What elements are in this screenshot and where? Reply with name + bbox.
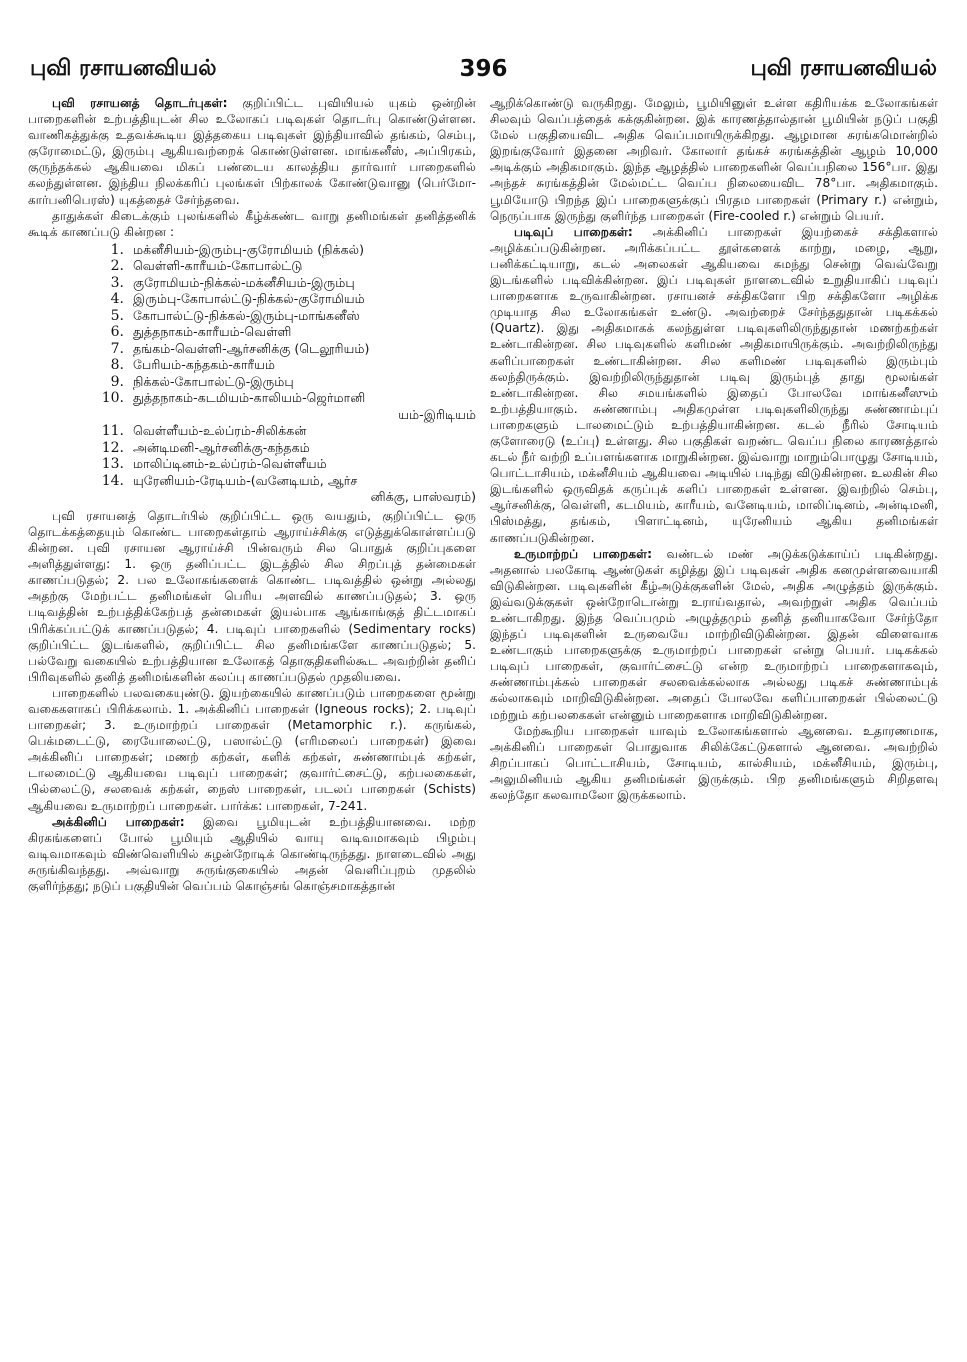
list-text: வெள்ளி-காரீயம்-கோபால்ட்டு bbox=[133, 258, 303, 274]
section-heading: படிவுப் பாறைகள்: bbox=[514, 224, 633, 239]
list-text: துத்தநாகம்-கடமியம்-காலியம்-ஜெர்மானி bbox=[133, 390, 366, 406]
list-number: 5. bbox=[110, 307, 124, 324]
page-header bbox=[30, 56, 937, 90]
list-number: 1. bbox=[110, 241, 124, 258]
list-text: மாலிப்டினம்-உல்ப்ரம்-வெள்ளீயம் bbox=[133, 456, 327, 472]
list-item bbox=[28, 308, 476, 325]
section-heading: உருமாற்றப் பாறைகள்: bbox=[514, 546, 652, 561]
list-text: அன்டிமனி-ஆர்சனிக்கு-கந்தகம் bbox=[133, 439, 310, 455]
list-item bbox=[28, 374, 476, 391]
paragraph-text: வண்டல் மண் அடுக்கடுக்காய்ப் படிகின்றது. அதனால் பலகோடி ஆண்டுகள் கழித்து இப் படிவுகள் அதிக கனமுள்ளவையாகி விடுகின்றன. படிவுகளின் கீழ்அடுக்குகளின் மேல், அதிக அழுத்தம் இருக்கும். இவ்வடுக்குகள் ஒன்றோடொன்று உராய்வதால், அவற்றுள் அதிக வெப்பம் உண்டாகிறது. இந்த வெப்பமும் அழுத்தமும் தனித் தனியாகவோ சேர்ந்தோ இந்தப் படிவுகளின் உருவையே மாற்றிவிடுகின்றன. இதன் விளைவாக உண்டாகும் பாறைகளுக்கு உருமாற்றப் பாறைகள் என்று பெயர். படிகக்கல் படிவுப் பாறைகள், குவார்ட்சைட்டு என்ற உருமாற்றப் பாறைகளாகவும், சுண்ணாம்புக்கல் பாறைகள் சலவைக்கல்லாக அல்லது படிகச் சுண்ணாம்புக் கல்லாகவும் மாறிவிடுகின்றன. அதைப் போலவே களிப்பாறைகள் பில்லைட்டு மற்றும் கற்பலகைகள் என்னும் பாறைகளாக மாறிவிடுகின்றன. bbox=[490, 546, 938, 722]
list-item bbox=[28, 341, 476, 358]
list-number: 14. bbox=[101, 472, 124, 489]
list-text: நிக்கல்-கோபால்ட்டு-இரும்பு bbox=[133, 373, 294, 389]
list-text: துத்தநாகம்-காரீயம்-வெள்ளி bbox=[133, 324, 292, 340]
list-item bbox=[28, 440, 476, 457]
list-number: 4. bbox=[110, 291, 124, 308]
paragraph-rock-types: பாறைகளில் பலவகையுண்டு. இயற்கையில் காணப்படும் பாறைகளை மூன்று வகைகளாகப் பிரிக்கலாம். 1. அக்கினிப் பாறைகள் (Igneous rocks); 2. படிவுப் பாறைகள்; 3. உருமாற்றப் பாறைகள் (Metamorphic r.). கருங்கல், பெக்மடைட்டு, ரையோலைட்டு, பஸால்ட்டு (எரிமலைப் பாறைகள்) இவை அக்கினிப் பாறைகள்; மணற் கற்கள், களிக் கற்கள், சுண்ணாம்புக் கற்கள், டாலமைட்டு ஆகியவை படிவுப் பாறைகள்; குவார்ட்சைட்டு, கற்பலகைகள், பில்லைட்டு, சலவைக் கற்கள், நைஸ் பாறைகள், படலப் பாறைகள் (Schists) ஆகியவை உருமாற்றப் பாறைகள். பார்க்க: பாறைகள், 7-241. bbox=[28, 685, 476, 813]
paragraph-rock-composition: மேற்கூறிய பாறைகள் யாவும் உலோகங்களால் ஆனவை. உதாரணமாக, அக்கினிப் பாறைகள் பொதுவாக சிலிக்கேட்டுகளால் ஆனவை. அவற்றில் சிறப்பாகப் பொட்டாசியம், சோடியம், கால்சியம், மக்னீசியம், இரும்பு, அலுமினியம் ஆகிய தனிமங்கள் இருக்கும். பிற தனிமங்களும் சிறிதளவு கலந்தோ கலவாமலோ இருக்கலாம். bbox=[490, 723, 938, 803]
list-text-continued: னிக்கு, பாஸ்வரம்) bbox=[370, 489, 476, 505]
list-item bbox=[28, 423, 476, 440]
list-number: 11. bbox=[101, 423, 124, 440]
list-text: இரும்பு-கோபால்ட்டு-நிக்கல்-குரோமியம் bbox=[133, 291, 365, 307]
paragraph-sedimentary-rocks bbox=[490, 224, 938, 546]
paragraph-continued: ஆறிக்கொண்டு வருகிறது. மேலும், பூமியினுள் உள்ள கதிரியக்க உலோகங்கள் சிலவும் வெப்பத்தைக் கக்குகின்றன. இக் காரணத்தால்தான் பூமியின் நடுப் பகுதி மேல் பகுதியைவிட அதிக வெப்பமாயிருக்கிறது. ஆழமான சுரங்கமொன்றில் இறங்குவோர் இதனை அறிவர். கோலார் தங்கச் சுரங்கத்தின் ஆழம் 10,000 அடிக்கும் அதிகமாகும். இந்த ஆழத்தில் பாறைகளின் வெப்பநிலை 156°பா. இது அந்தச் சுரங்கத்தின் மேல்மட்ட வெப்ப நிலையைவிட 78°பா. அதிகமாகும். பூமியோடு பிறந்த இப் பாறைகளுக்குப் பிரதம பாறைகள் (Primary r.) என்றும், நெருப்பாக இருந்து குளிர்ந்த பாறைகள் (Fire-cooled r.) என்றும் பெயர். bbox=[490, 96, 938, 223]
left-column bbox=[28, 95, 476, 894]
page-number: 396 bbox=[459, 56, 508, 82]
list-item bbox=[28, 473, 476, 506]
list-text: யுரேனியம்-ரேடியம்-(வனேடியம், ஆர்ச bbox=[133, 472, 358, 488]
right-column bbox=[490, 95, 938, 803]
list-text: குரோமியம்-நிக்கல்-மக்னீசியம்-இரும்பு bbox=[133, 274, 355, 290]
list-number: 9. bbox=[110, 373, 124, 390]
element-group-list bbox=[28, 242, 476, 506]
list-text: வெள்ளீயம்-உல்ப்ரம்-சிலிக்கன் bbox=[133, 423, 307, 439]
list-number: 6. bbox=[110, 324, 124, 341]
list-text-continued: யம்-இரிடியம் bbox=[398, 406, 476, 422]
list-item bbox=[28, 242, 476, 259]
section-heading: புவி ரசாயனத் தொடர்புகள்: bbox=[52, 96, 228, 110]
list-item bbox=[28, 324, 476, 341]
list-number: 2. bbox=[110, 258, 124, 275]
paragraph-geochemical-relations bbox=[28, 95, 476, 208]
list-number: 13. bbox=[101, 456, 124, 473]
list-number: 7. bbox=[110, 340, 124, 357]
list-text: தங்கம்-வெள்ளி-ஆர்சனிக்கு (டெலூரியம்) bbox=[133, 340, 370, 356]
list-item bbox=[28, 456, 476, 473]
paragraph-intro-list: தாதுக்கள் கிடைக்கும் புலங்களில் கீழ்க்கண்ட வாறு தனிமங்கள் தனித்தனிக் கூடிக் காணப்படு கின்றன : bbox=[28, 208, 476, 239]
list-item bbox=[28, 390, 476, 423]
paragraph-igneous-rocks bbox=[28, 814, 476, 894]
paragraph-geochemical-research: புவி ரசாயனத் தொடர்பில் குறிப்பிட்ட ஒரு வயதும், குறிப்பிட்ட ஒரு தொடக்கத்தையும் கொண்ட பாறைகள்தாம் ஆராய்ச்சிக்கு எடுத்துக்கொள்ளப்படு கின்றன. புவி ரசாயன ஆராய்ச்சி பின்வரும் சில பொதுக் குறிப்புகளை அளித்துள்ளது: 1. ஒரு தனிப்பட்ட இடத்தில் சில சிறப்புத் தன்மைகள் காணப்படுதல்; 2. பல உலோகங்களைக் கொண்ட படிவத்தில் ஒன்று அல்லது அதற்கு மேற்பட்ட தனிமங்கள் பெரிய அளவில் காணப்படுதல்; 3. ஒரு படிவத்தின் உற்பத்திக்கேற்பத் தன்மைகள் இயல்பாக ஆங்காங்குத் திட்டமாகப் பிரிக்கப்பட்டுக் காணப்படுதல்; 4. படிவுப் பாறைகளில் (Sedimentary rocks) குறிப்பிட்ட இடங்களில், குறிப்பிட்ட சில தனிமங்களே காணப்படுதல்; 5. பல்வேறு வகையில் உற்பத்தியான உலோகத் தொகுதிகளில்கூட அவற்றின் தனிப் பிரிவுகளில் தனித் தனிமங்களின் கலப்பு காணப்படுதல் முதலியவை. bbox=[28, 508, 476, 684]
list-number: 12. bbox=[101, 439, 124, 456]
section-heading: அக்கினிப் பாறைகள்: bbox=[52, 814, 185, 829]
paragraph-text: இவை பூமியுடன் உற்பத்தியானவை. மற்ற கிரகங்களைப் போல் பூமியும் ஆதியில் வாயு வடிவமாகவும் பிழம்பு வடிவமாகவும் விண்வெளியில் சுழன்றோடிக் கொண்டிருந்தது. நாளடைவில் அது சுருங்கிவந்தது. அவ்வாறு சுருங்குகையில் அதன் வெளிப்புறம் முதலில் குளிர்ந்தது; நடுப் பகுதியின் வெப்பம் கொஞ்சங் கொஞ்சமாகத்தான் bbox=[28, 814, 476, 893]
running-title-left: புவி ரசாயனவியல் bbox=[30, 56, 217, 81]
paragraph-metamorphic-rocks bbox=[490, 546, 938, 723]
list-text: மக்னீசியம்-இரும்பு-குரோமியம் (நிக்கல்) bbox=[133, 241, 365, 257]
list-item bbox=[28, 275, 476, 292]
list-number: 3. bbox=[110, 274, 124, 291]
list-item bbox=[28, 291, 476, 308]
running-title-right: புவி ரசாயனவியல் bbox=[750, 56, 937, 81]
list-item bbox=[28, 258, 476, 275]
paragraph-text: குறிப்பிட்ட புவியியல் யுகம் ஒன்றின் பாறைகளின் உற்பத்தியுடன் சில உலோகப் படிவுகள் தொடர்பு கொண்டுள்ளன. வாணிகத்துக்கு உதவக்கூடிய இத்தகைய படிவுகள் இந்தியாவில் தங்கம், செம்பு, குரோமைட்டு, இரும்பு ஆகியவற்றைக் கொண்டுள்ளன. மாங்கனீஸ், அப்பிரகம், குருந்தக்கல் ஆகியவை மிகப் பண்டைய காலத்திய தார்வார் பாறைகளில் கலந்துள்ளன. இந்திய நிலக்கரிப் புலங்கள் பிற்காலக் கோண்டுவானு (பெர்மோ-கார்பனிபெரஸ்) யுகத்தைச் சேர்ந்தவை. bbox=[28, 96, 476, 207]
paragraph-text: அக்கினிப் பாறைகள் இயற்கைச் சக்திகளால் அழிக்கப்படுகின்றன. அரிக்கப்பட்ட தூள்களைக் காற்று, மழை, ஆறு, பனிக்கட்டியாறு, கடல் அலைகள் ஆகியவை சுமந்து சென்று வெவ்வேறு இடங்களில் படிவிக்கின்றன. இப் படிவுகள் நாளடைவில் உறுதியாகிப் படிவுப் பாறைகளாக உருவாகின்றன. ரசாயனச் சக்திகளோ பிற சக்திகளோ அழிக்க முடியாத சில உலோகங்கள் உண்டு. அவற்றைச் சேர்ந்ததுதான் படிகக்கல் (Quartz). இது அதிகமாகக் கலந்துள்ள படிவுகளிலிருந்துதான் மணற்கற்கள் உண்டாகின்றன. சில படிவுகளில் களிமண் அதிகமாயிருக்கும். அவற்றிலிருந்து களிப்பாறைகள் உண்டாகின்றன. சில களிமண் படிவுகளில் இரும்பும் கலந்திருக்கும். இவற்றிலிருந்துதான் படிவு இரும்புத் தாது மூலங்கள் உண்டாகின்றன. சில சமயங்களில் இதைப் போலவே மாங்கனீஸும் உற்பத்தியாகும். சுண்ணாம்பு அதிகமுள்ள படிவுகளிலிருந்து சுண்ணாம்புப் பாறைகளும் டாலமைட்டும் உற்பத்தியாகின்றன. கடல் நீரில் சோடியம் குளோரைடு (உப்பு) உள்ளது. சில பகுதிகள் வறண்ட வெப்ப நிலை காரணத்தால் கடல் நீர் வற்றி உப்பளங்களாக மாறுகின்றன. இவ்வாறு மாறும்பொழுது சோடியம், பொட்டாசியம், மக்னீசியம் ஆகியவை அடியில் படிந்து விடுகின்றன. உலகின் சில இடங்களில் ஒருவிதக் கருப்புக் களிப் பாறைகள் உள்ளன. இவற்றில் செம்பு, ஆர்சனிக்கு, வெள்ளி, கடமியம், காரீயம், வனேடியம், மாலிப்டினம், அன்டிமனி, பிஸ்மத்து, தங்கம், பிளாட்டினம், யுரேனியம் ஆகிய தனிமங்கள் காணப்படுகின்றன. bbox=[490, 224, 939, 545]
list-text: பேரியம்-கந்தகம்-காரீயம் bbox=[133, 357, 275, 373]
list-number: 10. bbox=[101, 390, 124, 407]
list-number: 8. bbox=[110, 357, 124, 374]
list-item bbox=[28, 357, 476, 374]
list-text: கோபால்ட்டு-நிக்கல்-இரும்பு-மாங்கனீஸ் bbox=[133, 307, 360, 323]
